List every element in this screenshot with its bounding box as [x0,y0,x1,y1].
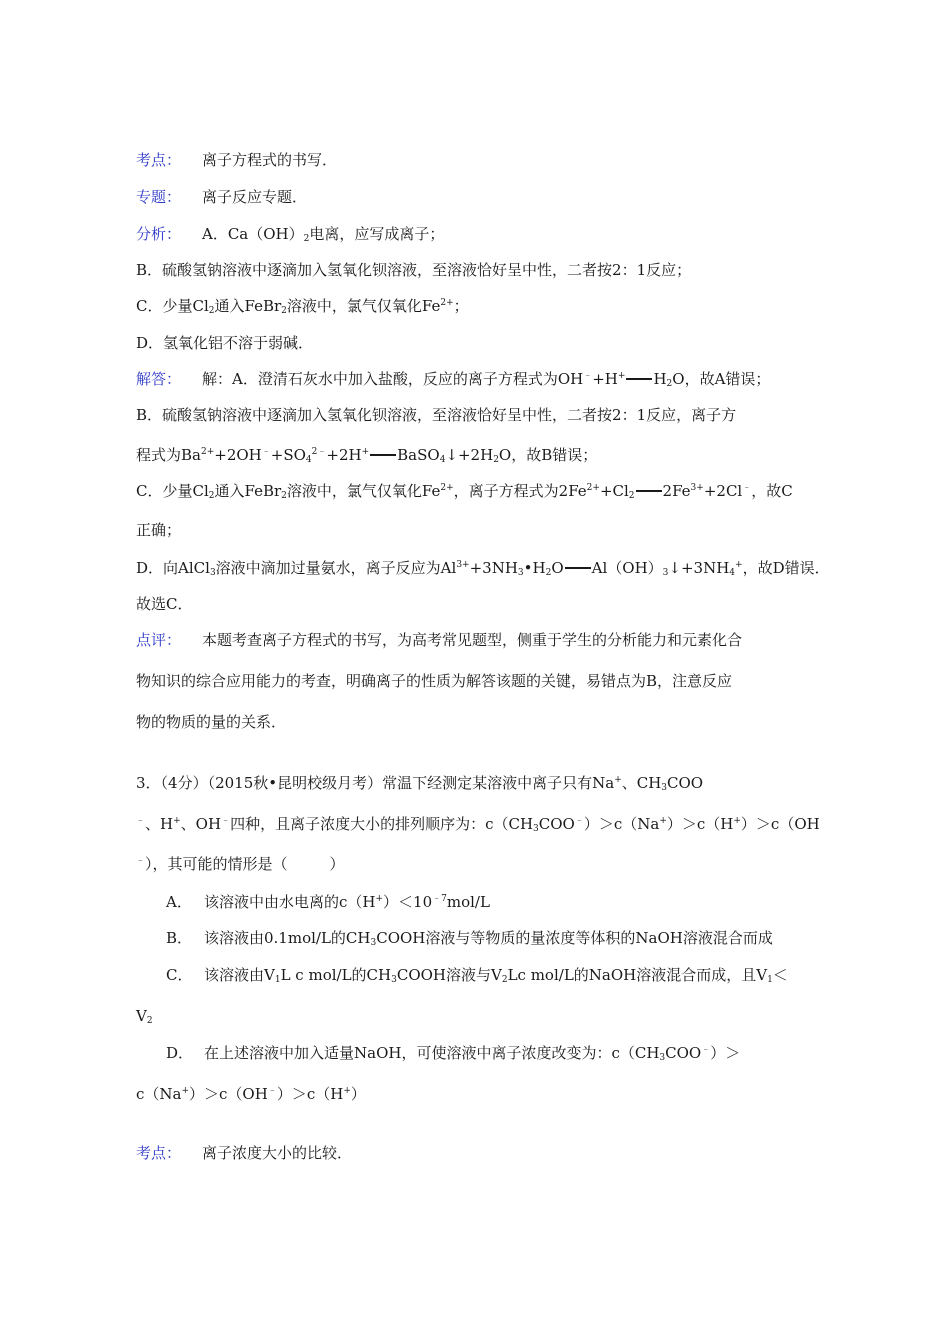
text: ）＞c（OH [740,815,820,833]
superscript: ﹣ [742,483,752,493]
subscript: 3 [662,568,669,578]
q3-stem-line-3 [136,854,345,874]
subscript: 2 [666,379,673,389]
text: ）＞c（H [666,815,734,833]
superscript: + [735,560,743,570]
subscript: 3 [659,1053,666,1063]
subscript: 3 [533,824,539,834]
text: ↓+3NH [668,559,730,577]
subscript: 3 [391,975,397,985]
text: 该溶液由V [204,966,275,984]
q3-stem-line-1 [136,773,703,793]
q2-fenxi-line-a [136,224,444,244]
text: ）＜10 [383,893,433,911]
text: O，故B错误； [498,446,598,464]
text: +2H [326,446,362,464]
equals-bar [565,567,591,569]
text: D．向AlCl [136,559,210,577]
equals-bar [370,454,396,456]
superscript: ﹣ [267,1086,277,1096]
text: Lc mol/L的NaOH溶液混合而成，且V [507,966,768,984]
superscript: ﹣ [221,816,231,826]
subscript: 3 [209,568,216,578]
q2-kaodian-text: 离子方程式的书写． [202,151,338,169]
q2-fenxi-line-d: D．氢氧化铝不溶于弱碱． [136,334,314,352]
kaodian-label: 考点： [136,1144,182,1162]
q3-option-a [166,892,490,912]
text: ）＞c（Na [583,815,660,833]
superscript: ﹣ [261,447,271,457]
text: 、OH [180,815,222,833]
text: 通入FeBr [214,482,282,500]
text: BaSO [397,446,440,464]
option-key: D． [166,1044,194,1062]
q2-jieda-line-b2 [136,445,597,465]
text: +2Cl [703,482,743,500]
q3-option-b [166,928,773,948]
subscript: 2 [303,234,310,244]
q2-kaodian-line [136,150,337,170]
text: Al（OH） [591,559,663,577]
text: +3NH [469,559,518,577]
text: ） [350,1085,366,1103]
q2-dianping-line-2: 物知识的综合应用能力的考查，明确离子的性质为解答该题的关键，易错点为B，注意反应 [136,672,733,690]
text: +Cl [599,482,629,500]
text: +SO [270,446,306,464]
subscript: 2 [628,491,635,501]
subscript: 2 [208,306,215,316]
text: +2OH [214,446,262,464]
superscript: 2+ [586,483,600,493]
text: 该溶液中由水电离的c（H [204,893,376,911]
text: 通入FeBr [214,297,282,315]
subscript: 2 [208,491,215,501]
kaodian-label: 考点： [136,151,182,169]
text: COOH溶液与V [396,966,502,984]
superscript: + [659,816,667,826]
text: A．Ca（OH） [202,225,304,243]
text: ）＞ [710,1044,741,1062]
text: 四种，且离子浓度大小的排列顺序为：c（CH [230,815,534,833]
fenxi-label: 分析： [136,225,182,243]
text: mol/L [446,893,490,911]
superscript: + [375,894,384,904]
text: ）＞c（OH [189,1085,268,1103]
superscript: ﹣ [574,816,584,826]
text: ，离子方程式为2Fe [453,482,587,500]
text: O [551,559,564,577]
text: C．少量Cl [136,482,209,500]
text: 在上述溶液中加入适量NaOH，可使溶液中离子浓度改变为：c（CH [204,1044,660,1062]
superscript: + [614,775,622,785]
superscript: + [617,371,626,381]
q2-jieda-line-c1 [136,481,793,501]
q3-option-d [166,1043,740,1063]
text: ； [453,297,469,315]
option-key: C． [166,966,193,984]
q2-zhuanti-line [136,187,307,207]
text: H [653,370,667,388]
subscript: 2 [501,975,508,985]
text: ），其可能的情形是（ [145,855,288,873]
text: 3．（4分）（2015秋•昆明校级月考）常温下经测定某溶液中离子只有Na [136,774,615,792]
text: ↓+2H [445,446,494,464]
q2-jieda-line-d [136,558,830,578]
q2-fenxi-line-c [136,296,469,316]
superscript: 2﹣ [311,447,327,457]
q3-kaodian-text: 离子浓度大小的比较． [202,1144,353,1162]
q2-jieda-final: 故选C． [136,595,193,613]
superscript: + [343,1086,351,1096]
text: 解：A．澄清石灰水中加入盐酸，反应的离子方程式为OH [202,370,584,388]
q2-dianping-line-1 [136,630,742,650]
text: V [136,1007,147,1025]
text: 、CH [621,774,662,792]
superscript: ﹣ [136,816,146,826]
superscript: + [181,1086,190,1096]
text: COOH溶液与等物质的量浓度等体积的NaOH溶液混合而成 [376,929,773,947]
superscript: + [733,816,741,826]
text: O，故A错误； [672,370,771,388]
text: 该溶液由0.1mol/L的CH [204,929,371,947]
subscript: 2 [146,1016,153,1026]
text: COO [667,774,704,792]
text: 溶液中，氯气仅氧化Fe [286,297,441,315]
text: ）＞c（H [276,1085,344,1103]
subscript: 3 [661,783,668,793]
text: +H [592,370,618,388]
q3-kaodian-line [136,1143,352,1163]
subscript: 4 [729,568,736,578]
superscript: 3+ [456,560,470,570]
superscript: 3+ [690,483,704,493]
text: 电离，应写成离子； [309,225,445,243]
text: 溶液中，氯气仅氧化Fe [286,482,441,500]
q2-fenxi-line-b: B．硫酸氢钠溶液中逐滴加入氢氧化钡溶液，至溶液恰好呈中性，二者按2：1反应； [136,261,692,279]
superscript: ﹣ [701,1045,711,1055]
superscript: + [173,816,181,826]
superscript: 2+ [440,483,454,493]
zhuanti-label: 专题： [136,188,182,206]
q2-zhuanti-text: 离子反应专题． [202,188,308,206]
text: ，故D错误． [742,559,830,577]
text: C．少量Cl [136,297,209,315]
option-key: B． [166,929,193,947]
superscript: 2+ [200,447,215,457]
subscript: 1 [767,975,773,985]
text: ＜ [772,966,788,984]
superscript: 2+ [440,298,454,308]
text: 程式为Ba [136,446,201,464]
text: COO [665,1044,702,1062]
text: c（Na [136,1085,182,1103]
option-key: A． [166,893,192,911]
text: L c mol/L的CH [280,966,392,984]
q2-jieda-line-a [136,369,770,389]
q3-option-c [166,965,788,985]
text: 本题考查离子方程式的书写，为高考常见题型，侧重于学生的分析能力和元素化合 [202,631,743,649]
q3-option-c-cont [136,1006,153,1026]
text: 、H [145,815,174,833]
q2-jieda-line-b1: B．硫酸氢钠溶液中逐滴加入氢氧化钡溶液，至溶液恰好呈中性，二者按2：1反应，离子方 [136,406,737,424]
subscript: 4 [305,455,312,465]
text: COO [538,815,575,833]
equals-bar [636,490,662,492]
subscript: 2 [281,306,287,316]
text: •H [523,559,546,577]
text: ，故C [751,482,793,500]
dianping-label: 点评： [136,631,182,649]
subscript: 2 [281,491,287,501]
text: 溶液中滴加过量氨水，离子反应为Al [215,559,457,577]
subscript: 3 [370,938,377,948]
subscript: 2 [545,568,552,578]
text: ） [329,855,345,873]
q2-jieda-line-c2: 正确； [136,521,182,539]
equals-bar [626,378,652,380]
subscript: 4 [439,455,446,465]
superscript: ﹣ [583,371,593,381]
subscript: 1 [274,975,281,985]
q3-stem-line-2 [136,814,820,834]
superscript: ﹣ [136,856,146,866]
superscript: + [361,447,370,457]
q3-option-d-cont [136,1084,366,1104]
q2-dianping-line-3: 物的物质的量的关系． [136,713,287,731]
superscript: ﹣7 [432,894,447,904]
jieda-label: 解答： [136,370,182,388]
subscript: 3 [517,568,524,578]
subscript: 2 [493,455,499,465]
text: 2Fe [662,482,691,500]
